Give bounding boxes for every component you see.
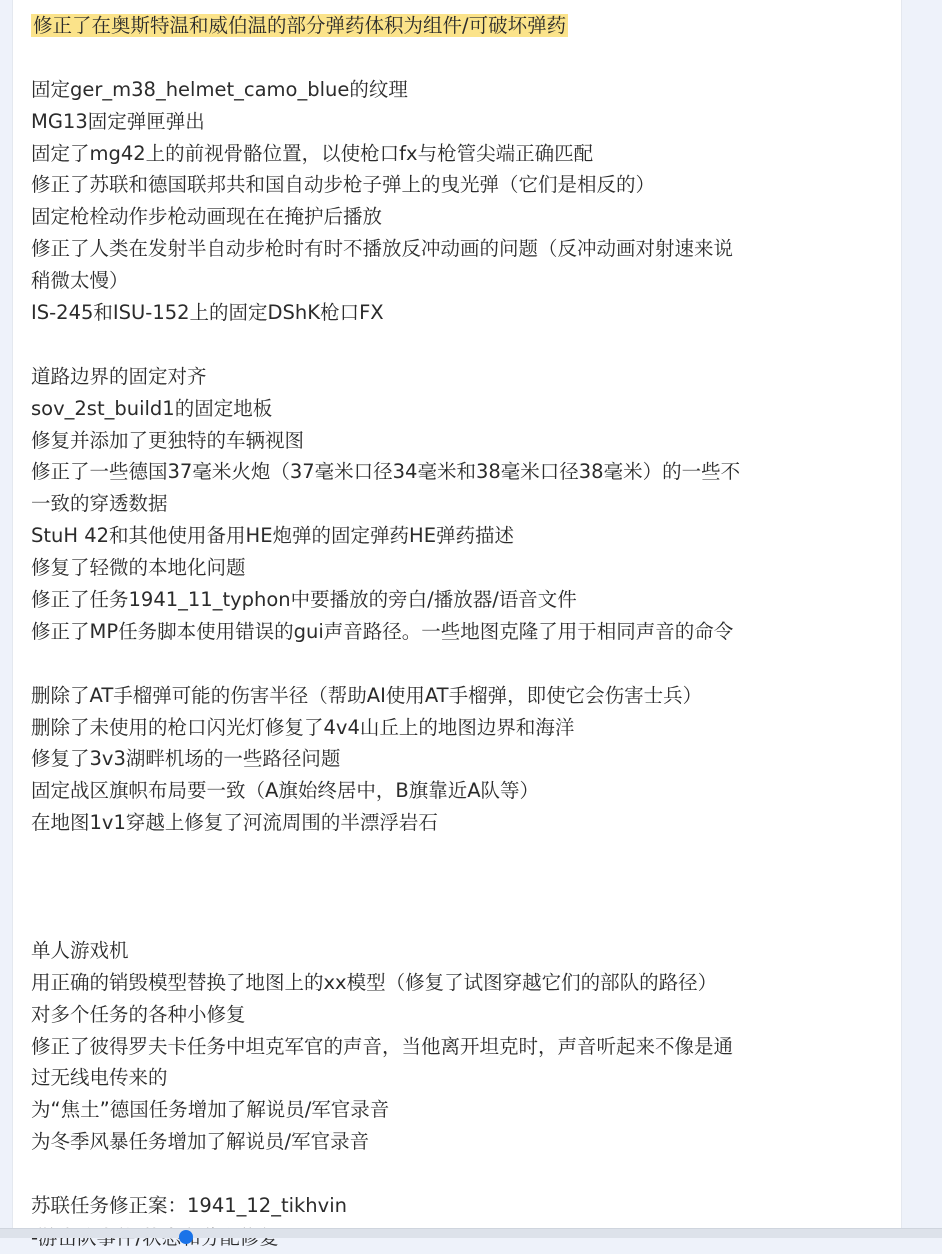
changelog-line: IS-245和ISU-152上的固定DShK枪口FX <box>31 301 384 325</box>
changelog-line: MG13固定弹匣弹出 <box>31 109 205 133</box>
changelog-line: 修正了彼得罗夫卡任务中坦克军官的声音，当他离开坦克时，声音听起来不像是通 <box>31 1034 734 1058</box>
changelog-line: 修正了苏联和德国联邦共和国自动步枪子弹上的曳光弹（它们是相反的） <box>31 173 656 197</box>
section-heading: 单人游戏机 <box>31 938 129 962</box>
changelog-line: 修正了一些德国37毫米火炮（37毫米口径34毫米和38毫米口径38毫米）的一些不 <box>31 460 741 484</box>
changelog-line: 删除了AT手榴弹可能的伤害半径（帮助AI使用AT手榴弹，即使它会伤害士兵） <box>31 683 703 707</box>
blank-line <box>31 42 901 74</box>
changelog-line: 固定战区旗帜布局要一致（A旗始终居中，B旗靠近A队等） <box>31 779 540 803</box>
changelog-line: 一致的穿透数据 <box>31 492 168 516</box>
changelog-line: 过无线电传来的 <box>31 1066 168 1090</box>
highlighted-text: 修正了在奥斯特温和威伯温的部分弹药体积为组件/可破坏弹药 <box>33 14 567 37</box>
changelog-line: 删除了未使用的枪口闪光灯修复了4v4山丘上的地图边界和海洋 <box>31 715 575 739</box>
changelog-line: 为冬季风暴任务增加了解说员/军官录音 <box>31 1130 370 1154</box>
changelog-line: 修复了轻微的本地化问题 <box>31 556 246 580</box>
blank-line <box>31 648 901 680</box>
changelog-line: 修复了3v3湖畔机场的一些路径问题 <box>31 747 341 771</box>
changelog-line: 修复并添加了更独特的车辆视图 <box>31 428 305 452</box>
changelog-line: 稍微太慢） <box>31 269 129 293</box>
changelog-line: StuH 42和其他使用备用HE炮弹的固定弹药HE弹药描述 <box>31 524 515 548</box>
blank-line <box>31 1158 901 1190</box>
changelog-line: 固定了mg42上的前视骨骼位置，以使枪口fx与枪管尖端正确匹配 <box>31 141 594 165</box>
changelog-line: 修正了人类在发射半自动步枪时有时不播放反冲动画的问题（反冲动画对射速来说 <box>31 237 734 261</box>
document-page <box>12 0 902 1228</box>
blank-line <box>31 329 901 361</box>
blank-line <box>31 903 901 935</box>
changelog-line: 修正了MP任务脚本使用错误的gui声音路径。一些地图克隆了用于相同声音的命令 <box>31 619 734 643</box>
changelog-line: sov_2st_build1的固定地板 <box>31 396 273 420</box>
changelog-content <box>13 0 901 1254</box>
bottom-scrollbar[interactable] <box>0 1228 942 1238</box>
changelog-line: 固定ger_m38_helmet_camo_blue的纹理 <box>31 77 408 101</box>
changelog-line: 为“焦土”德国任务增加了解说员/军官录音 <box>31 1098 390 1122</box>
changelog-line: 用正确的销毁模型替换了地图上的xx模型（修复了试图穿越它们的部队的路径） <box>31 970 718 994</box>
changelog-line <box>31 10 901 42</box>
changelog-line: 对多个任务的各种小修复 <box>31 1002 246 1026</box>
section-heading: 苏联任务修正案：1941_12_tikhvin <box>31 1193 347 1217</box>
status-dot-icon <box>179 1230 193 1244</box>
changelog-line: 道路边界的固定对齐 <box>31 364 207 388</box>
changelog-line: 修正了任务1941_11_typhon中要播放的旁白/播放器/语音文件 <box>31 588 577 612</box>
changelog-line: 在地图1v1穿越上修复了河流周围的半漂浮岩石 <box>31 811 438 835</box>
changelog-line: 固定枪栓动作步枪动画现在在掩护后播放 <box>31 205 383 229</box>
blank-line <box>31 839 901 903</box>
